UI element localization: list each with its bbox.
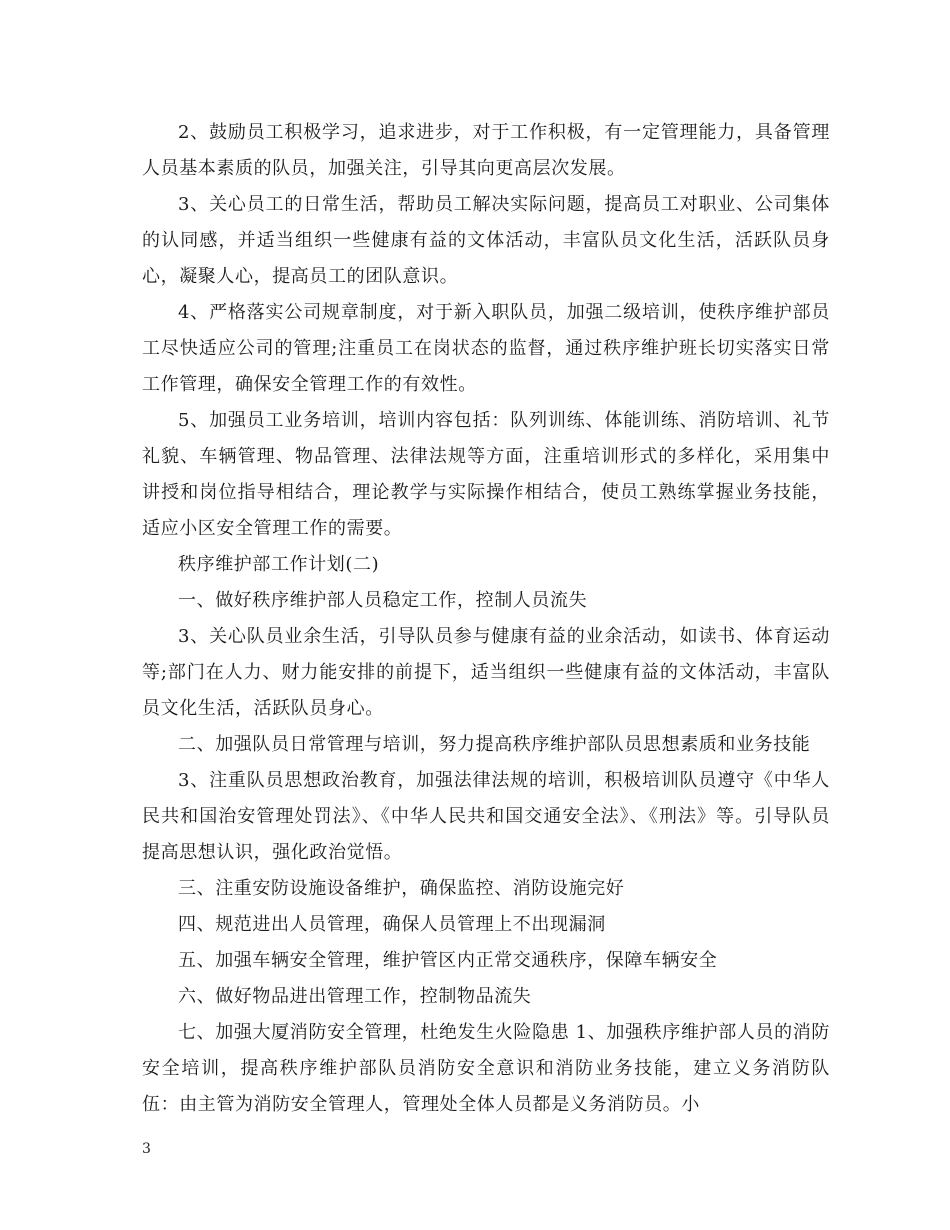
heading-security-equipment: 三、注重安防设施设备维护，确保监控、消防设施完好 xyxy=(178,878,625,899)
paragraph-fire-safety: 七、加强大厦消防安全管理，杜绝发生火险隐患 1、加强秩序维护部人员的消防安全培训，提高秩序维护部队员消防安全意识和消防业务技能，建立义务消防队伍：由主管为消防安全管理人，管理处全体人员都是义务消防员。小 xyxy=(142,1022,830,1115)
paragraph-rules-and-training: 4、严格落实公司规章制度，对于新入职队员，加强二级培训，使秩序维护部员工尽快适应公司的管理;注重员工在岗状态的监督，通过秩序维护班长切实落实日常工作管理，确保安全管理工作的有效性。 xyxy=(142,302,830,395)
heading-staff-stability: 一、做好秩序维护部人员稳定工作，控制人员流失 xyxy=(178,590,588,611)
paragraph-encourage-learning: 2、鼓励员工积极学习，追求进步，对于工作积极，有一定管理能力，具备管理人员基本素质的队员，加强关注，引导其向更高层次发展。 xyxy=(142,122,830,179)
paragraph-leisure-life: 3、关心队员业余生活，引导队员参与健康有益的业余活动，如读书、体育运动等;部门在人力、财力能安排的前提下，适当组织一些健康有益的文体活动，丰富队员文化生活，活跃队员身心。 xyxy=(142,626,830,719)
heading-goods-control: 六、做好物品进出管理工作，控制物品流失 xyxy=(178,986,532,1007)
paragraph-business-training: 5、加强员工业务培训，培训内容包括：队列训练、体能训练、消防培训、礼节礼貌、车辆管理、物品管理、法律法规等方面，注重培训形式的多样化，采用集中讲授和岗位指导相结合，理论教学与实际操作相结合，使员工熟练掌握业务技能，适应小区安全管理工作的需要。 xyxy=(142,410,830,539)
heading-daily-management: 二、加强队员日常管理与培训，努力提高秩序维护部队员思想素质和业务技能 xyxy=(178,734,811,755)
section-title-work-plan-2: 秩序维护部工作计划(二) xyxy=(178,554,380,575)
heading-personnel-access: 四、规范进出人员管理，确保人员管理上不出现漏洞 xyxy=(178,914,606,935)
paragraph-political-education: 3、注重队员思想政治教育，加强法律法规的培训，积极培训队员遵守《中华人民共和国治安管理处罚法》、《中华人民共和国交通安全法》、《刑法》等。引导队员提高思想认识，强化政治觉悟。 xyxy=(142,770,830,863)
paragraph-care-daily-life: 3、关心员工的日常生活，帮助员工解决实际问题，提高员工对职业、公司集体的认同感，并适当组织一些健康有益的文体活动，丰富队员文化生活，活跃队员身心，凝聚人心，提高员工的团队意识。 xyxy=(142,194,830,287)
heading-vehicle-safety: 五、加强车辆安全管理，维护管区内正常交通秩序，保障车辆安全 xyxy=(178,950,718,971)
document-body xyxy=(142,115,830,1123)
page-number: 3 xyxy=(142,1141,151,1157)
